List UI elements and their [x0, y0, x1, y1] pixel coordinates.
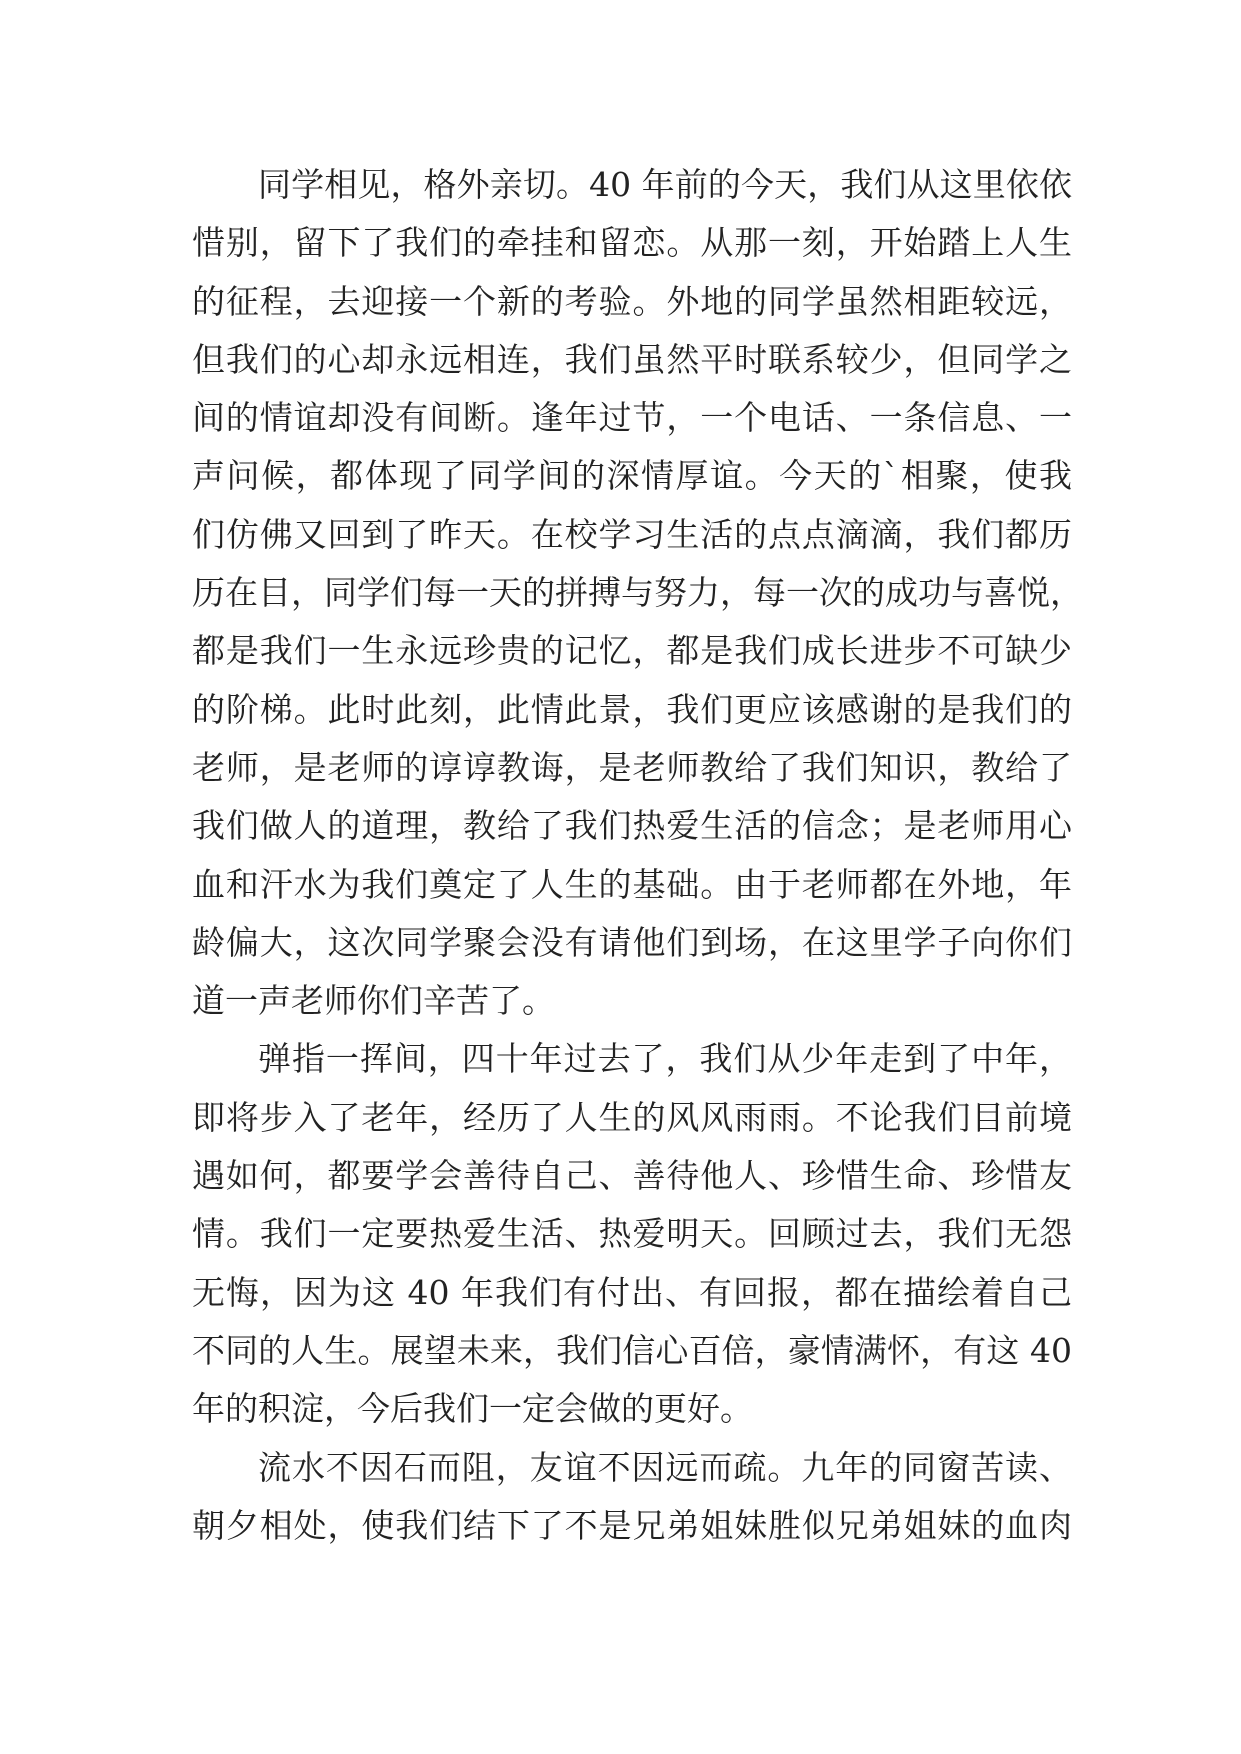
text-line: 遇如何，都要学会善待自己、善待他人、珍惜生命、珍惜友: [192, 1156, 1072, 1196]
text-line: 但我们的心却永远相连，我们虽然平时联系较少，但同学之: [192, 339, 1072, 379]
text-line: 不同的人生。展望未来，我们信心百倍，豪情满怀，有这 40: [192, 1330, 1072, 1370]
text-line: 的征程，去迎接一个新的考验。外地的同学虽然相距较远，: [192, 281, 1072, 321]
text-line: 朝夕相处，使我们结下了不是兄弟姐妹胜似兄弟姐妹的血肉: [192, 1505, 1072, 1545]
text-line: 都是我们一生永远珍贵的记忆，都是我们成长进步不可缺少: [192, 631, 1072, 671]
text-line: 同学相见，格外亲切。40 年前的今天，我们从这里依依: [258, 165, 1072, 204]
text-line: 弹指一挥间，四十年过去了，我们从少年走到了中年，: [258, 1039, 1072, 1079]
text-line: 们仿佛又回到了昨天。在校学习生活的点点滴滴，我们都历: [192, 514, 1072, 554]
text-line: 的阶梯。此时此刻，此情此景，我们更应该感谢的是我们的: [192, 689, 1072, 729]
text-line: 惜别，留下了我们的牵挂和留恋。从那一刻，开始踏上人生: [192, 223, 1072, 263]
text-line: 即将步入了老年，经历了人生的风风雨雨。不论我们目前境: [192, 1097, 1072, 1137]
text-line: 血和汗水为我们奠定了人生的基础。由于老师都在外地，年: [192, 864, 1072, 904]
text-line: 年的积淀，今后我们一定会做的更好。: [192, 1389, 753, 1429]
document-body: [192, 156, 1083, 1555]
text-line: 我们做人的道理，教给了我们热爱生活的信念；是老师用心: [192, 806, 1072, 846]
text-line: 流水不因石而阻，友谊不因远而疏。九年的同窗苦读、: [258, 1447, 1072, 1487]
text-line: 老师，是老师的谆谆教诲，是老师教给了我们知识，教给了: [192, 747, 1072, 787]
text-line: 声问候，都体现了同学间的深情厚谊。今天的`相聚，使我: [192, 456, 1072, 496]
text-line: 间的情谊却没有间断。逢年过节，一个电话、一条信息、一: [192, 398, 1072, 438]
text-line: 情。我们一定要热爱生活、热爱明天。回顾过去，我们无怨: [192, 1214, 1072, 1254]
paragraph-2: [192, 1030, 1072, 1438]
paragraph-3: [192, 1439, 1072, 1556]
text-line: 龄偏大，这次同学聚会没有请他们到场，在这里学子向你们: [192, 922, 1072, 962]
paragraph-1: [192, 156, 1083, 1030]
text-line: 道一声老师你们辛苦了。: [192, 981, 555, 1021]
text-line: 无悔，因为这 40 年我们有付出、有回报，都在描绘着自己: [192, 1272, 1072, 1312]
text-line: 历在目，同学们每一天的拼搏与努力，每一次的成功与喜悦，: [192, 573, 1083, 613]
